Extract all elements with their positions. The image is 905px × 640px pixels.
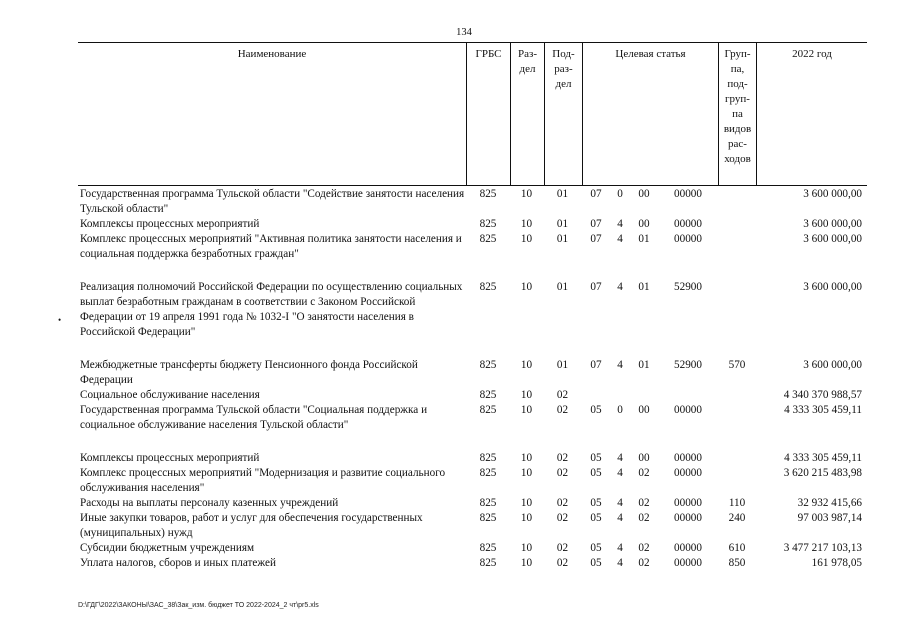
row-ts4: 00000 bbox=[674, 452, 702, 464]
row-ts1: 05 bbox=[590, 542, 602, 554]
row-ts2: 4 bbox=[617, 218, 623, 230]
row-ts3: 02 bbox=[638, 512, 650, 524]
row-ts4: 00000 bbox=[674, 233, 702, 245]
row-vid: 610 bbox=[728, 542, 746, 554]
row-name: Межбюджетные трансферты бюджету Пенсионного фонда Российской Федерации bbox=[80, 359, 418, 386]
row-ts3: 02 bbox=[638, 497, 650, 509]
row-ts2: 4 bbox=[617, 452, 623, 464]
row-amount: 97 003 987,14 bbox=[797, 512, 862, 524]
row-name: Комплекс процессных мероприятий "Активная политика занятости населения и социальная поддержка безработных граждан" bbox=[80, 233, 462, 260]
row-ts4: 00000 bbox=[674, 218, 702, 230]
row-ts2: 4 bbox=[617, 281, 623, 293]
row-grbs: 825 bbox=[479, 281, 497, 293]
row-vid: 240 bbox=[728, 512, 746, 524]
row-ts4: 00000 bbox=[674, 188, 702, 200]
row-razdel: 10 bbox=[520, 512, 533, 524]
table-row bbox=[78, 511, 867, 541]
row-podrazdel: 01 bbox=[556, 281, 569, 293]
row-ts4: 00000 bbox=[674, 512, 702, 524]
row-podrazdel: 01 bbox=[556, 188, 569, 200]
row-grbs: 825 bbox=[479, 452, 497, 464]
row-ts1: 05 bbox=[590, 497, 602, 509]
row-ts3: 00 bbox=[638, 404, 650, 416]
row-ts1: 07 bbox=[590, 233, 602, 245]
footer-file-path: D:\ГДГ\2022\ЗАКОНЫ\ЗАС_38\Зак_изм. бюджет ТО 2022-2024_2 чт\pr5.xls bbox=[78, 602, 319, 609]
row-ts3: 00 bbox=[638, 452, 650, 464]
row-ts4: 52900 bbox=[674, 359, 702, 371]
row-vid: 570 bbox=[728, 359, 746, 371]
row-amount: 3 600 000,00 bbox=[803, 218, 862, 230]
row-razdel: 10 bbox=[520, 218, 533, 230]
row-grbs: 825 bbox=[479, 467, 497, 479]
header-expense-group: Груп- па, под- груп- па видов рас- ходов bbox=[718, 43, 756, 185]
table-row bbox=[78, 358, 867, 388]
row-amount: 3 477 217 103,13 bbox=[783, 542, 862, 554]
row-ts4: 00000 bbox=[674, 497, 702, 509]
row-razdel: 10 bbox=[520, 188, 533, 200]
header-year: 2022 год bbox=[756, 43, 867, 185]
row-razdel: 10 bbox=[520, 452, 533, 464]
row-ts2: 4 bbox=[617, 359, 623, 371]
row-podrazdel: 02 bbox=[556, 404, 569, 416]
row-name: Комплекс процессных мероприятий "Модернизация и развитие социального обслуживания населения" bbox=[80, 467, 446, 494]
row-razdel: 10 bbox=[520, 557, 533, 569]
row-amount: 3 600 000,00 bbox=[803, 188, 862, 200]
row-razdel: 10 bbox=[520, 467, 533, 479]
row-amount: 161 978,05 bbox=[811, 557, 862, 569]
table-row bbox=[78, 541, 867, 556]
row-name: Комплексы процессных мероприятий bbox=[80, 218, 260, 230]
row-ts2: 0 bbox=[617, 404, 623, 416]
row-ts1: 07 bbox=[590, 281, 602, 293]
row-razdel: 10 bbox=[520, 389, 533, 401]
row-ts1: 05 bbox=[590, 452, 602, 464]
table-row bbox=[78, 556, 867, 571]
row-ts3: 00 bbox=[638, 218, 650, 230]
row-ts3: 01 bbox=[638, 359, 650, 371]
row-ts3: 00 bbox=[638, 188, 650, 200]
row-razdel: 10 bbox=[520, 359, 533, 371]
margin-mark: • bbox=[58, 315, 62, 325]
header-podrazdel: Под- раз- дел bbox=[544, 43, 582, 185]
row-grbs: 825 bbox=[479, 218, 497, 230]
row-name: Расходы на выплаты персоналу казенных учреждений bbox=[80, 497, 339, 509]
row-vid: 850 bbox=[728, 557, 746, 569]
row-grbs: 825 bbox=[479, 404, 497, 416]
row-ts3: 02 bbox=[638, 542, 650, 554]
row-name: Субсидии бюджетным учреждениям bbox=[80, 542, 255, 554]
row-amount: 4 340 370 988,57 bbox=[783, 389, 862, 401]
row-name: Социальное обслуживание населения bbox=[80, 389, 260, 401]
row-ts2: 4 bbox=[617, 542, 623, 554]
row-ts2: 4 bbox=[617, 557, 623, 569]
row-podrazdel: 01 bbox=[556, 218, 569, 230]
row-name: Государственная программа Тульской области "Содействие занятости населения Тульской области" bbox=[80, 188, 465, 215]
row-name: Реализация полномочий Российской Федерации по осуществлению социальных выплат безработным гражданам в соответствии с Законом Российской Федерации от 19 апреля 1991 года № 1032-I "О занятости населения в Российской Федерации" bbox=[80, 281, 463, 338]
table-row bbox=[78, 187, 867, 217]
row-ts3: 01 bbox=[638, 233, 650, 245]
table-row bbox=[78, 388, 867, 403]
row-name: Иные закупки товаров, работ и услуг для обеспечения государственных (муниципальных) нужд bbox=[80, 512, 423, 539]
row-grbs: 825 bbox=[479, 233, 497, 245]
row-ts1: 05 bbox=[590, 512, 602, 524]
table-row bbox=[78, 496, 867, 511]
row-razdel: 10 bbox=[520, 542, 533, 554]
row-ts1: 05 bbox=[590, 557, 602, 569]
row-amount: 3 600 000,00 bbox=[803, 233, 862, 245]
header-name: Наименование bbox=[237, 48, 307, 60]
row-podrazdel: 02 bbox=[556, 557, 569, 569]
row-ts3: 02 bbox=[638, 557, 650, 569]
row-name: Уплата налогов, сборов и иных платежей bbox=[80, 557, 276, 569]
page-number: 134 bbox=[456, 27, 472, 38]
row-grbs: 825 bbox=[479, 188, 497, 200]
row-name: Комплексы процессных мероприятий bbox=[80, 452, 260, 464]
table-row bbox=[78, 466, 867, 496]
row-ts2: 0 bbox=[617, 188, 623, 200]
table-row bbox=[78, 403, 867, 451]
table-row bbox=[78, 280, 867, 358]
row-ts2: 4 bbox=[617, 497, 623, 509]
row-ts1: 05 bbox=[590, 404, 602, 416]
row-grbs: 825 bbox=[479, 512, 497, 524]
row-podrazdel: 02 bbox=[556, 452, 569, 464]
row-amount: 3 600 000,00 bbox=[803, 359, 862, 371]
header-target-article: Целевая статья bbox=[582, 43, 718, 185]
row-razdel: 10 bbox=[520, 233, 533, 245]
table-row bbox=[78, 451, 867, 466]
row-podrazdel: 02 bbox=[556, 389, 569, 401]
header-grbs: ГРБС bbox=[466, 43, 510, 185]
row-grbs: 825 bbox=[479, 389, 497, 401]
row-ts1: 05 bbox=[590, 467, 602, 479]
row-podrazdel: 02 bbox=[556, 542, 569, 554]
row-ts2: 4 bbox=[617, 467, 623, 479]
row-amount: 32 932 415,66 bbox=[797, 497, 862, 509]
row-grbs: 825 bbox=[479, 359, 497, 371]
row-podrazdel: 02 bbox=[556, 467, 569, 479]
row-vid: 110 bbox=[728, 497, 746, 509]
table-header bbox=[78, 42, 867, 186]
row-name: Государственная программа Тульской области "Социальная поддержка и социальное обслуживание населения Тульской области" bbox=[80, 404, 428, 431]
row-ts3: 01 bbox=[638, 281, 650, 293]
row-podrazdel: 01 bbox=[556, 359, 569, 371]
row-ts2: 4 bbox=[617, 233, 623, 245]
header-razdel: Раз- дел bbox=[510, 43, 544, 185]
row-amount: 4 333 305 459,11 bbox=[784, 452, 862, 464]
row-amount: 3 620 215 483,98 bbox=[783, 467, 862, 479]
row-ts1: 07 bbox=[590, 188, 602, 200]
table-row bbox=[78, 232, 867, 280]
row-ts4: 00000 bbox=[674, 542, 702, 554]
row-ts1: 07 bbox=[590, 218, 602, 230]
table-body bbox=[78, 187, 867, 571]
row-ts3: 02 bbox=[638, 467, 650, 479]
row-ts2: 4 bbox=[617, 512, 623, 524]
row-amount: 3 600 000,00 bbox=[803, 281, 862, 293]
row-grbs: 825 bbox=[479, 497, 497, 509]
row-podrazdel: 02 bbox=[556, 497, 569, 509]
row-razdel: 10 bbox=[520, 281, 533, 293]
row-grbs: 825 bbox=[479, 542, 497, 554]
row-ts4: 00000 bbox=[674, 404, 702, 416]
row-ts1: 07 bbox=[590, 359, 602, 371]
row-ts4: 00000 bbox=[674, 557, 702, 569]
row-podrazdel: 01 bbox=[556, 233, 569, 245]
row-ts4: 52900 bbox=[674, 281, 702, 293]
row-podrazdel: 02 bbox=[556, 512, 569, 524]
row-grbs: 825 bbox=[479, 557, 497, 569]
row-razdel: 10 bbox=[520, 497, 533, 509]
row-amount: 4 333 305 459,11 bbox=[784, 404, 862, 416]
table-row bbox=[78, 217, 867, 232]
row-ts4: 00000 bbox=[674, 467, 702, 479]
row-razdel: 10 bbox=[520, 404, 533, 416]
